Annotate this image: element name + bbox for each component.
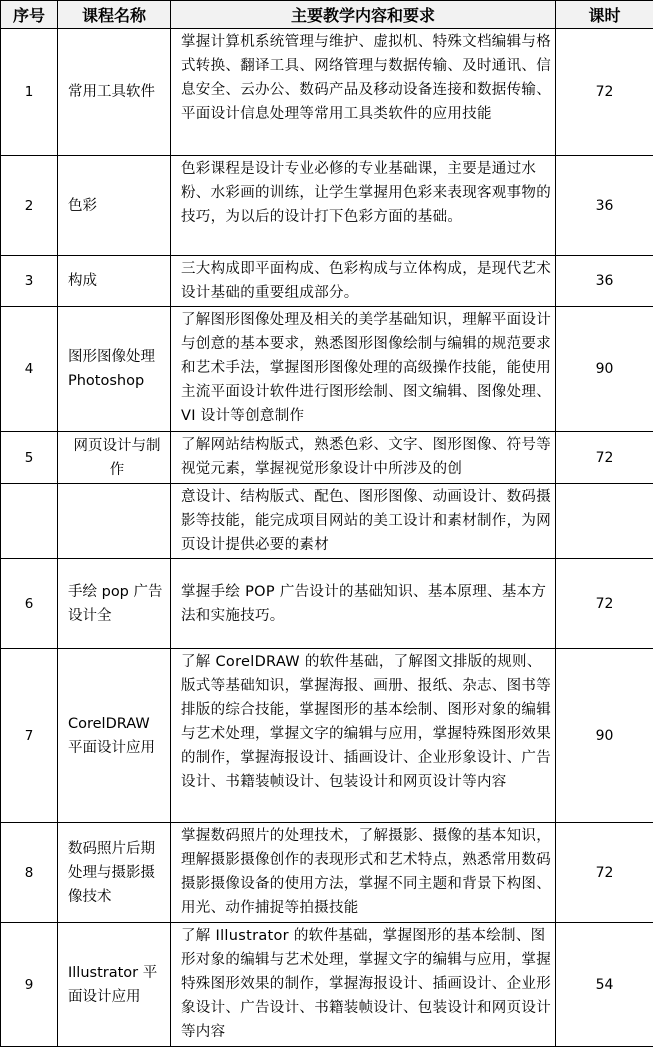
header-index: 序号 xyxy=(1,1,58,29)
row-course-name xyxy=(58,484,171,559)
row-index xyxy=(1,484,58,559)
row-content: 了解图形图像处理及相关的美学基础知识，理解平面设计与创意的基本要求，熟悉图形图像绘制与编辑的规范要求和艺术手法，掌握图形图像处理的高级操作技能，能使用主流平面设计软件进行图形绘制、图文编辑、图像处理、VI 设计等创意制作 xyxy=(171,307,556,432)
row-index: 1 xyxy=(1,29,58,156)
table-row xyxy=(1,823,653,923)
row-course-name: 构成 xyxy=(58,256,171,307)
table-row xyxy=(1,156,653,256)
header-content: 主要教学内容和要求 xyxy=(171,1,556,29)
row-hours: 36 xyxy=(556,256,653,307)
table-header-row xyxy=(1,1,653,29)
row-course-name: 手绘 pop 广告设计全 xyxy=(58,559,171,649)
row-index: 2 xyxy=(1,156,58,256)
row-hours: 90 xyxy=(556,649,653,823)
row-content: 色彩课程是设计专业必修的专业基础课，主要是通过水粉、水彩画的训练，让学生掌握用色彩来表现客观事物的技巧，为以后的设计打下色彩方面的基础。 xyxy=(171,156,556,256)
row-course-name: 网页设计与制作 xyxy=(58,432,171,484)
row-content: 掌握数码照片的处理技术，了解摄影、摄像的基本知识，理解摄影摄像创作的表现形式和艺术特点，熟悉常用数码摄影摄像设备的使用方法，掌握不同主题和背景下构图、用光、动作捕捉等拍摄技能 xyxy=(171,823,556,923)
row-course-name: 常用工具软件 xyxy=(58,29,171,156)
header-hours: 课时 xyxy=(556,1,653,29)
row-hours: 72 xyxy=(556,29,653,156)
row-content: 了解 CorelDRAW 的软件基础，了解图文排版的规则、版式等基础知识，掌握海报、画册、报纸、杂志、图书等排版的综合技能，掌握图形的基本绘制、图形对象的编辑与艺术处理，掌握文字的编辑与应用，掌握特殊图形效果的制作，掌握海报设计、插画设计、企业形象设计、广告设计、书籍装帧设计、包装设计和网页设计等内容 xyxy=(171,649,556,823)
table-row xyxy=(1,484,653,559)
row-hours: 72 xyxy=(556,432,653,484)
row-hours: 72 xyxy=(556,559,653,649)
row-index: 7 xyxy=(1,649,58,823)
table-row xyxy=(1,307,653,432)
row-course-name: 数码照片后期处理与摄影摄像技术 xyxy=(58,823,171,923)
table-row xyxy=(1,649,653,823)
row-course-name: 色彩 xyxy=(58,156,171,256)
row-hours: 36 xyxy=(556,156,653,256)
row-index: 5 xyxy=(1,432,58,484)
row-hours: 72 xyxy=(556,823,653,923)
row-hours: 54 xyxy=(556,923,653,1047)
header-course-name: 课程名称 xyxy=(58,1,171,29)
row-content: 掌握手绘 POP 广告设计的基础知识、基本原理、基本方法和实施技巧。 xyxy=(171,559,556,649)
table-row xyxy=(1,923,653,1047)
table-row xyxy=(1,432,653,484)
row-index: 3 xyxy=(1,256,58,307)
row-hours: 90 xyxy=(556,307,653,432)
row-content: 掌握计算机系统管理与维护、虚拟机、特殊文档编辑与格式转换、翻译工具、网络管理与数据传输、及时通讯、信息安全、云办公、数码产品及移动设备连接和数据传输、平面设计信息处理等常用工具类软件的应用技能 xyxy=(171,29,556,156)
table-row xyxy=(1,29,653,156)
row-index: 8 xyxy=(1,823,58,923)
row-course-name: CorelDRAW 平面设计应用 xyxy=(58,649,171,823)
row-index: 6 xyxy=(1,559,58,649)
row-content: 了解 Illustrator 的软件基础，掌握图形的基本绘制、图形对象的编辑与艺术处理，掌握文字的编辑与应用，掌握特殊图形效果的制作，掌握海报设计、插画设计、企业形象设计、广告设计、书籍装帧设计、包装设计和网页设计等内容 xyxy=(171,923,556,1047)
row-index: 9 xyxy=(1,923,58,1047)
row-content: 三大构成即平面构成、色彩构成与立体构成，是现代艺术设计基础的重要组成部分。 xyxy=(171,256,556,307)
row-content: 意设计、结构版式、配色、图形图像、动画设计、数码摄影等技能，能完成项目网站的美工设计和素材制作，为网页设计提供必要的素材 xyxy=(171,484,556,559)
row-hours xyxy=(556,484,653,559)
row-index: 4 xyxy=(1,307,58,432)
table-row xyxy=(1,559,653,649)
row-content: 了解网站结构版式，熟悉色彩、文字、图形图像、符号等视觉元素，掌握视觉形象设计中所涉及的创 xyxy=(171,432,556,484)
row-course-name: Illustrator 平面设计应用 xyxy=(58,923,171,1047)
row-course-name: 图形图像处理 Photoshop xyxy=(58,307,171,432)
table-row xyxy=(1,256,653,307)
